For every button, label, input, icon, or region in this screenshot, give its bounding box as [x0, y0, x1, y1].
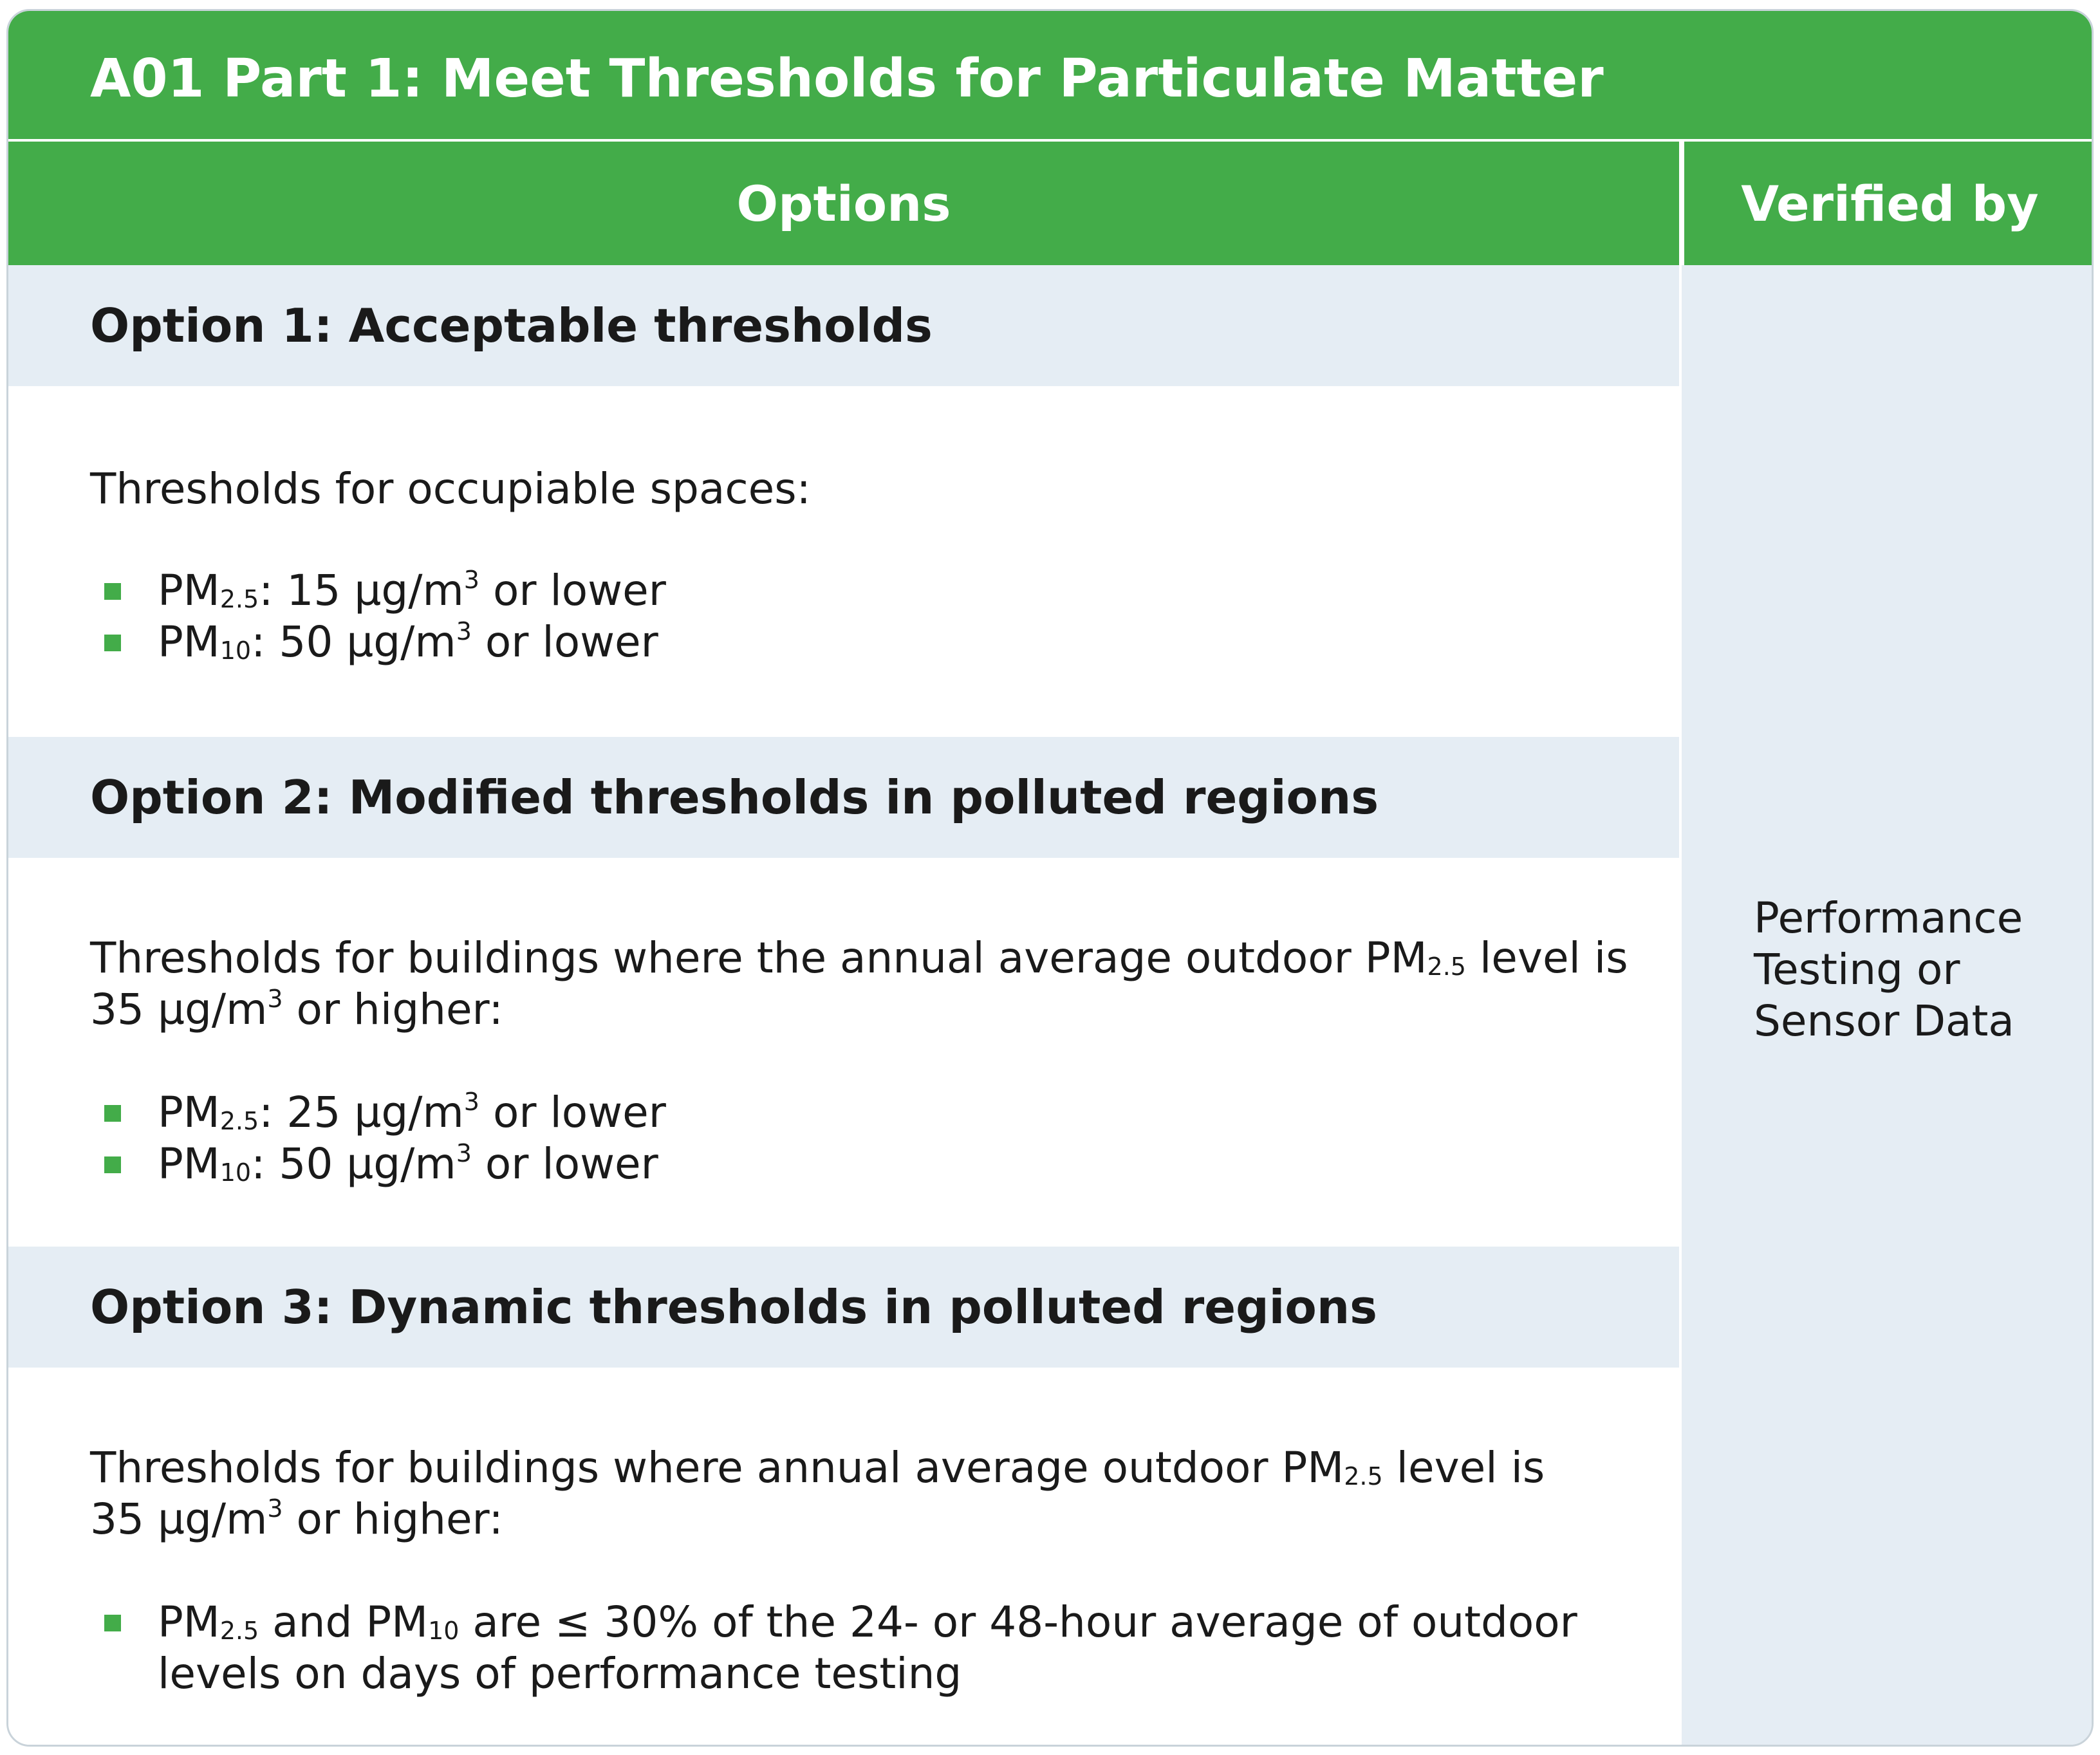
bullet-square-icon [104, 1156, 121, 1173]
option-1-header [8, 265, 1679, 386]
requirements-table [6, 9, 2094, 1747]
verified-by-value: Performance Testing or Sensor Data [1754, 893, 2023, 1046]
option-1-title: Option 1: Acceptable thresholds [90, 299, 933, 353]
option-3-body: Thresholds for buildings where annual average outdoor $PM_{2.5}$ level is 35 $\mu g/m^3$ or higher: $PM_{2.5}$ and $PM_{10}$ are ≤ 30% of the 24- or 48-hour average of outdoor levels on days of performance testing [8, 1368, 1679, 1747]
bullet-square-icon [104, 1105, 121, 1122]
option-3-header [8, 1247, 1679, 1368]
options-column-header: Options [8, 142, 1679, 265]
option-2-body: Thresholds for buildings where the annual average outdoor $PM_{2.5}$ level is 35 $\mu g/m^3$ or higher: $PM_{2.5}$: 25 $\mu g/m^3$ or lower $PM_{10}$: 50 $\mu g/m^3$ or lower [8, 858, 1679, 1247]
column-header-row [8, 142, 2092, 265]
option-2-title: Option 2: Modified thresholds in polluted regions [90, 770, 1379, 824]
bullet-square-icon [104, 1615, 121, 1631]
option-3-intro-line-1: Thresholds for buildings where annual average outdoor $PM_{2.5}$ level is [90, 1443, 1545, 1492]
verified-by-cell [1682, 265, 2094, 1747]
bullet-square-icon [104, 583, 121, 600]
option-2-intro-line-1: Thresholds for buildings where the annual average outdoor $PM_{2.5}$ level is [90, 933, 1628, 983]
option-2-intro-line-2: 35 $\mu g/m^3$ or higher: [90, 985, 503, 1034]
option-1-intro: Thresholds for occupiable spaces: [90, 464, 811, 514]
option-2-header [8, 737, 1679, 858]
option-3-title: Option 3: Dynamic thresholds in polluted regions [90, 1280, 1377, 1334]
option-1-body: Thresholds for occupiable spaces: $PM_{2.5}$: 15 $\mu g/m^3$ or lower $PM_{10}$: 50 $\mu g/m^3$ or lower [8, 386, 1679, 737]
table-title-bar [8, 11, 2092, 142]
table-title: A01 Part 1: Meet Thresholds for Particulate Matter [90, 48, 1604, 109]
column-divider [1679, 265, 1682, 1747]
bullet-square-icon [104, 635, 121, 651]
option-3-intro-line-2: 35 $\mu g/m^3$ or higher: [90, 1494, 503, 1544]
verified-by-column-header: Verified by [1682, 142, 2094, 265]
